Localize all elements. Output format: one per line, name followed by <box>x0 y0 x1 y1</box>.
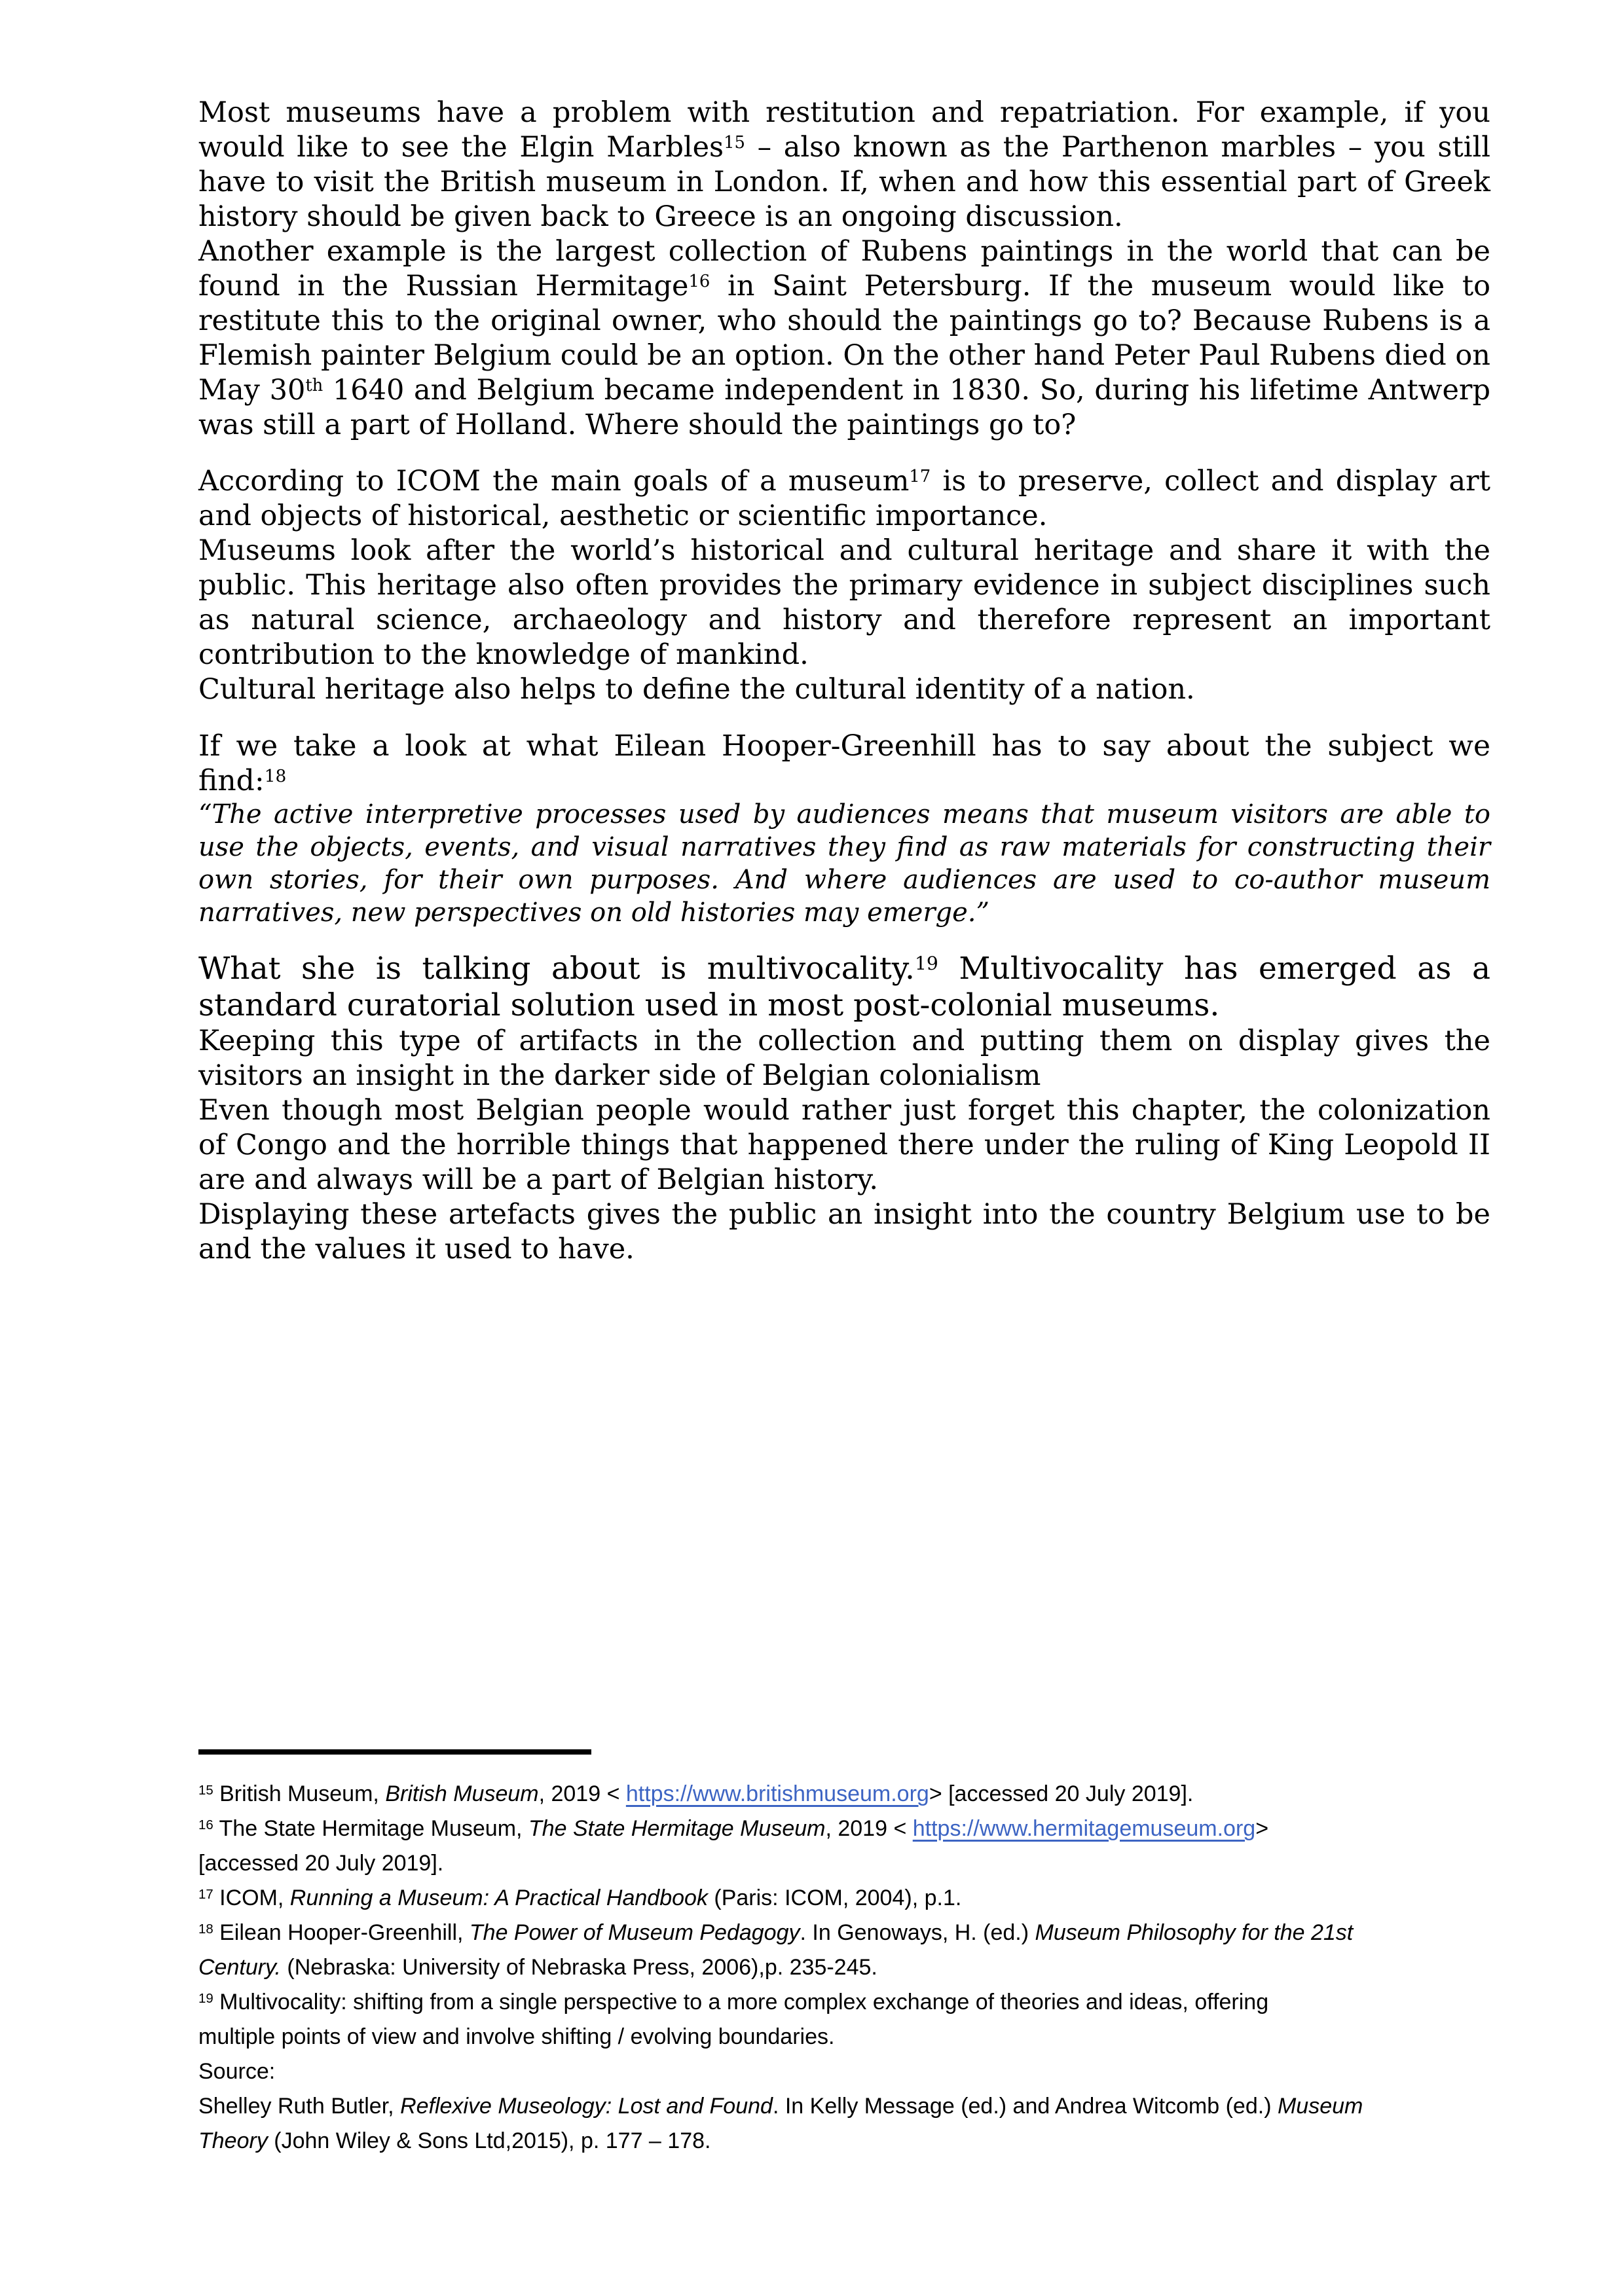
text-run: Another example is the largest collection of Rubens paintings in the world that can be found in the Russian Hermitage <box>198 235 1490 302</box>
text-run: , 2019 < <box>538 1781 626 1806</box>
text-run: If we take a look at what Eilean Hooper-Greenhill has to say about the subject we find: <box>198 729 1490 797</box>
text-run: Running a Museum: A Practical Handbook <box>289 1886 708 1910</box>
text-run: Even though most Belgian people would rather just forget this chapter, the colonization of Congo and the horrible things that happened there under the ruling of King Leopold II are and always will be a part of Belgian history. <box>198 1094 1490 1196</box>
text-run: Museum Philosophy for the 21st <box>1035 1920 1354 1945</box>
footnote-number: 18 <box>198 1922 213 1937</box>
footnote-19 <box>198 1985 1490 2054</box>
text-run: in Saint Petersburg. If the museum would like to restitute this to the original owner, who should the paintings go to? Because Rubens is a Flemish painter Belgium could be an option. On the other hand Peter Paul Rubens died on May 30 <box>198 270 1490 407</box>
quotation-paragraph <box>198 798 1490 929</box>
body-paragraph-hooper-greenhill-intro <box>198 729 1490 798</box>
text-run: 1640 and Belgium became independent in 1830. So, during his lifetime Antwerp was still a part of Holland. Where should the paintings go to? <box>198 374 1490 441</box>
body-paragraph-restitution <box>198 96 1490 234</box>
footnote-number: 16 <box>198 1817 213 1832</box>
text-run: Eilean Hooper-Greenhill, <box>213 1920 470 1945</box>
body-paragraph-multivocality <box>198 951 1490 1024</box>
text-run: “The active interpretive processes used by audiences means that museum visitors are able to use the objects, events, and visual narratives they find as raw materials for constructing their own stories, for their own purposes. And where audiences are used to co-author museum narratives, new perspectives on old histories may emerge.” <box>198 799 1490 928</box>
text-run: Multivocality: shifting from a single perspective to a more complex exchange of theories and ideas, offering <box>213 1990 1269 2014</box>
text-run: > <box>1255 1816 1269 1841</box>
footnote-number: 15 <box>198 1783 213 1798</box>
footnote-number: 17 <box>909 467 931 487</box>
footnote-17 <box>198 1881 1490 1916</box>
footnote-number: th <box>305 376 323 396</box>
footnote-source <box>198 2089 1490 2159</box>
text-run: is to preserve, collect and display art and objects of historical, aesthetic or scientific importance. <box>198 465 1490 532</box>
footnote-16 <box>198 1812 1490 1881</box>
text-run: Displaying these artefacts gives the public an insight into the country Belgium use to be and the values it used to have. <box>198 1198 1490 1266</box>
footnote-15 <box>198 1777 1490 1812</box>
text-run: British Museum <box>385 1781 539 1806</box>
text-run: Reflexive Museology: Lost and Found <box>400 2094 773 2119</box>
text-run: multiple points of view and involve shifting / evolving boundaries. <box>198 2024 835 2049</box>
text-run: Cultural heritage also helps to define the cultural identity of a nation. <box>198 673 1195 706</box>
text-run: Museum <box>1277 2094 1363 2119</box>
text-run: Museums look after the world’s historical and cultural heritage and share it with the public. This heritage also often provides the primary evidence in subject disciplines such as natural science, archaeology and history and therefore represent an important contribution to the knowledge of mankind. <box>198 534 1490 671</box>
footnote-number: 19 <box>914 952 938 974</box>
text-run: – also known as the Parthenon marbles – you still have to visit the British museum in London. If, when and how this essential part of Greek history should be given back to Greece is an ongoing discussion. <box>198 131 1490 233</box>
text-run: The State Hermitage Museum, <box>213 1816 528 1841</box>
hyperlink[interactable]: https://www.britishmuseum.org <box>625 1781 929 1806</box>
text-run: What she is talking about is multivocality. <box>198 951 915 987</box>
text-run: . In Genoways, H. (ed.) <box>800 1920 1035 1945</box>
footnote-number: 17 <box>198 1887 213 1902</box>
footnote-number: 19 <box>198 1991 213 2006</box>
text-run: Most museums have a problem with restitution and repatriation. For example, if you would like to see the Elgin Marbles <box>198 96 1490 164</box>
text-run: > [accessed 20 July 2019]. <box>929 1781 1194 1806</box>
text-run: Century. <box>198 1955 281 1980</box>
text-run: Shelley Ruth Butler, <box>198 2094 401 2119</box>
footnote-number: 16 <box>688 272 710 292</box>
body-paragraph-rubens <box>198 234 1490 443</box>
body-paragraph-icom-goals <box>198 464 1490 534</box>
text-run: ICOM, <box>213 1886 290 1910</box>
body-paragraph-heritage <box>198 534 1490 672</box>
text-run: , 2019 < <box>825 1816 913 1841</box>
body-paragraph-cultural-identity <box>198 672 1490 707</box>
body-paragraph-artifacts-display <box>198 1024 1490 1093</box>
footnote-number: 15 <box>724 133 745 153</box>
footnote-number: 18 <box>264 765 287 786</box>
footnote-18 <box>198 1916 1490 1985</box>
footnote-separator <box>198 1749 591 1755</box>
footnote-source-label <box>198 2054 1490 2089</box>
document-body <box>198 96 1490 1267</box>
text-run: The State Hermitage Museum <box>528 1816 826 1841</box>
text-run: (Nebraska: University of Nebraska Press, 2006),p. 235-245. <box>280 1955 877 1980</box>
body-paragraph-congo <box>198 1093 1490 1197</box>
text-run: The Power of Museum Pedagogy <box>469 1920 800 1945</box>
text-run: Theory <box>198 2128 268 2153</box>
text-run: According to ICOM the main goals of a museum <box>198 465 910 498</box>
footnotes-section <box>198 1749 1490 2159</box>
text-run: . In Kelly Message (ed.) and Andrea Witcomb (ed.) <box>772 2094 1278 2119</box>
text-run: British Museum, <box>213 1781 386 1806</box>
text-run: Keeping this type of artifacts in the collection and putting them on display gives the visitors an insight in the darker side of Belgian colonialism <box>198 1025 1490 1092</box>
hyperlink[interactable]: https://www.hermitagemuseum.org <box>912 1816 1256 1841</box>
text-run: [accessed 20 July 2019]. <box>198 1851 444 1876</box>
text-run: (John Wiley & Sons Ltd,2015), p. 177 – 178. <box>267 2128 711 2153</box>
text-run: (Paris: ICOM, 2004), p.1. <box>707 1886 962 1910</box>
text-run: Source: <box>198 2059 276 2084</box>
text-run: Multivocality has emerged as a standard curatorial solution used in most post-colonial museums. <box>198 951 1490 1023</box>
body-paragraph-values <box>198 1197 1490 1267</box>
